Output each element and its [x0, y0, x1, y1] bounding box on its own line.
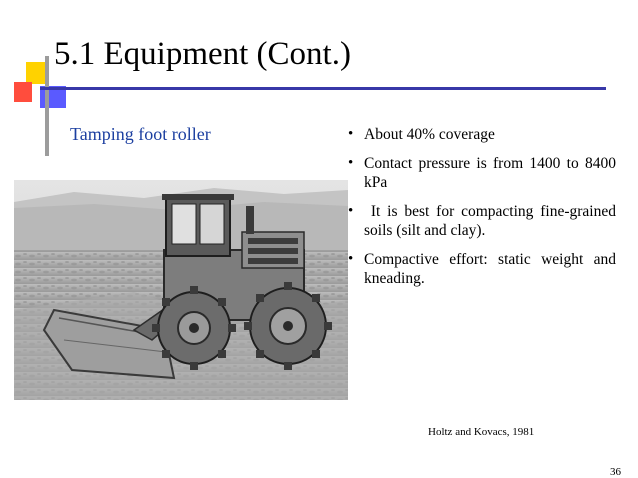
- page-number: 36: [610, 466, 621, 478]
- decor-vertical-rule: [45, 56, 49, 156]
- bullet-text: About 40% coverage: [364, 126, 495, 143]
- bullet-dot-icon: •: [348, 251, 354, 267]
- front-drum: [152, 286, 236, 370]
- bullet-item: [344, 250, 616, 288]
- bullet-dot-icon: •: [348, 203, 354, 219]
- bullet-text: Contact pressure is from 1400 to 8400 kPa: [364, 155, 616, 191]
- slide-subtitle: Tamping foot roller: [70, 124, 211, 144]
- bullet-text: It is best for compacting fine-grained soils (silt and clay).: [364, 203, 620, 239]
- tamping-foot-roller-photo: [14, 180, 348, 400]
- bullet-item: [344, 154, 616, 192]
- bullet-item: [344, 202, 620, 240]
- bullet-dot-icon: •: [348, 126, 354, 142]
- roller-illustration: [14, 180, 348, 400]
- decor-yellow-square: [26, 62, 46, 84]
- source-credit: Holtz and Kovacs, 1981: [428, 426, 535, 438]
- bullet-item: [344, 125, 616, 144]
- feature-bullet-list: [344, 125, 620, 298]
- bullet-text: Compactive effort: static weight and kneading.: [364, 251, 616, 287]
- rear-drum: [244, 282, 332, 370]
- bullet-dot-icon: •: [348, 155, 354, 171]
- slide-title: 5.1 Equipment (Cont.): [54, 36, 351, 72]
- title-underline: [40, 87, 606, 90]
- decor-red-square: [14, 82, 32, 102]
